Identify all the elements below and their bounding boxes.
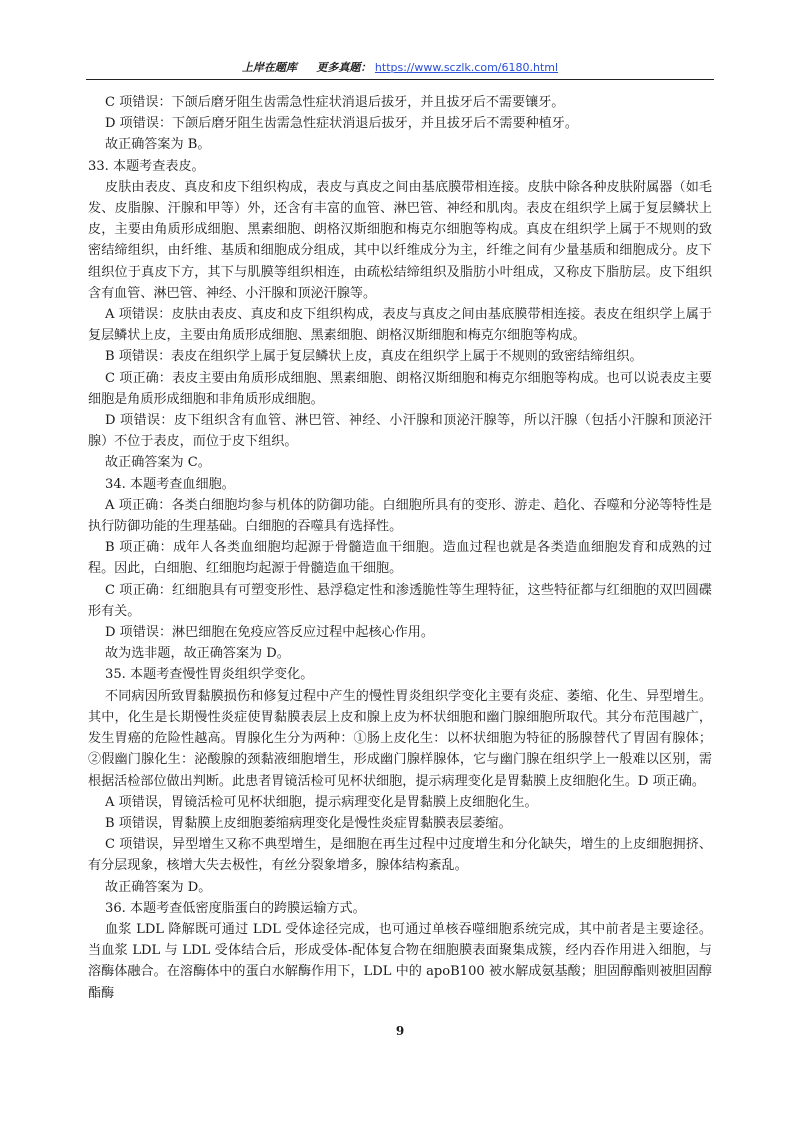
header-prefix: 更多真题： — [316, 61, 372, 74]
paragraph: B 项错误：表皮在组织学上属于复层鳞状上皮，真皮在组织学上属于不规则的致密结缔组织。 — [105, 349, 643, 365]
question-heading: 36. 本题考查低密度脂蛋白的跨膜运输方式。 — [105, 900, 366, 916]
answer-line: 故正确答案为 B。 — [105, 137, 211, 153]
paragraph: C 项正确：表皮主要由角质形成细胞、黑素细胞、朗格汉斯细胞和梅克尔细胞等构成。也可以说表皮主要细胞是角质形成细胞和非角质形成细胞。 — [88, 370, 712, 407]
paragraph: B 项正确：成年人各类血细胞均起源于骨髓造血干细胞。造血过程也就是各类造血细胞发育和成熟的过程。因此，白细胞、红细胞均起源于骨髓造血干细胞。 — [88, 540, 712, 577]
paragraph: A 项错误：皮肤由表皮、真皮和皮下组织构成，表皮与真皮之间由基底膜带相连接。表皮在组织学上属于复层鳞状上皮，主要由角质形成细胞、黑素细胞、朗格汉斯细胞和梅克尔细胞等构成。 — [88, 307, 712, 344]
question-heading: 33. 本题考查表皮。 — [88, 158, 205, 174]
paragraph: A 项错误，胃镜活检可见杯状细胞，提示病理变化是胃黏膜上皮细胞化生。 — [105, 794, 538, 810]
page-header — [86, 58, 714, 78]
paragraph: C 项错误，异型增生又称不典型增生，是细胞在再生过程中过度增生和分化缺失，增生的上皮细胞拥挤、有分层现象，核增大失去极性，有丝分裂象增多，腺体结构紊乱。 — [88, 837, 712, 874]
header-brand: 上岸在题库 — [241, 61, 297, 74]
paragraph: D 项错误：淋巴细胞在免疫应答反应过程中起核心作用。 — [105, 625, 434, 641]
question-heading: 35. 本题考查慢性胃炎组织学变化。 — [105, 667, 314, 683]
paragraph: A 项正确：各类白细胞均参与机体的防御功能。白细胞所具有的变形、游走、趋化、吞噬和分泌等特性是执行防御功能的生理基础。白细胞的吞噬具有选择性。 — [88, 497, 712, 535]
answer-line: 故为选非题，故正确答案为 D。 — [105, 646, 290, 662]
paragraph: C 项正确：红细胞具有可塑变形性、悬浮稳定性和渗透脆性等生理特征，这些特征都与红细胞的双凹圆碟形有关。 — [88, 582, 712, 619]
paragraph: 不同病因所致胃黏膜损伤和修复过程中产生的慢性胃炎组织学变化主要有炎症、萎缩、化生、异型增生。其中，化生是长期慢性炎症使胃黏膜表层上皮和腺上皮为杯状细胞和幽门腺细胞所取代。其分布范围越广，发生胃癌的危险性越高。胃腺化生分为两种：①肠上皮化生：以杯状细胞为特征的肠腺替代了胃固有腺体；②假幽门腺化生：泌酸腺的颈黏液细胞增生，形成幽门腺样腺体，它与幽门腺在组织学上一般难以区别，需根据活检部位做出判断。此患者胃镜活检可见杯状细胞，提示病理变化是胃黏膜上皮细胞化生。D 项正确。 — [88, 688, 712, 789]
header-divider — [86, 79, 714, 80]
paragraph: D 项错误：皮下组织含有血管、淋巴管、神经、小汗腺和顶泌汗腺等，所以汗腺（包括小汗腺和顶泌汗腺）不位于表皮，而位于皮下组织。 — [88, 413, 712, 450]
question-heading: 34. 本题考查血细胞。 — [105, 476, 235, 492]
paragraph: 血浆 LDL 降解既可通过 LDL 受体途径完成，也可通过单核吞噬细胞系统完成，其中前者是主要途径。当血浆 LDL 与 LDL 受体结合后，形成受体-配体复合物在细胞膜表面聚集成簇，经内吞作用进入细胞，与溶酶体融合。在溶酶体中的蛋白水解酶作用下，LDL 中的 apoB100 被水解成氨基酸；胆固醇酯则被胆固醇酯酶 — [88, 921, 712, 1001]
paragraph: C 项错误：下颌后磨牙阻生齿需急性症状消退后拔牙，并且拔牙后不需要镶牙。 — [105, 95, 565, 110]
answer-line: 故正确答案为 C。 — [105, 455, 211, 471]
page-number: 9 — [395, 1024, 405, 1038]
paragraph: 皮肤由表皮、真皮和皮下组织构成，表皮与真皮之间由基底膜带相连接。皮肤中除各种皮肤附属器（如毛发、皮脂腺、汗腺和甲等）外，还含有丰富的血管、淋巴管、神经和肌肉。表皮在组织学上属于复层鳞状上皮，主要由角质形成细胞、黑素细胞、朗格汉斯细胞和梅克尔细胞等构成。真皮在组织学上属于不规则的致密结缔组织，由纤维、基质和细胞成分组成，其中以纤维成分为主，纤维之间有少量基质和细胞成分。皮下组织位于真皮下方，其下与肌膜等组织相连，由疏松结缔组织及脂肪小叶组成，又称皮下脂肪层。皮下组织含有血管、淋巴管、神经、小汗腺和顶泌汗腺等。 — [88, 179, 712, 301]
header-link[interactable]: https://www.sczlk.com/6180.html — [374, 61, 559, 74]
answer-line: 故正确答案为 D。 — [105, 879, 212, 895]
paragraph: D 项错误：下颌后磨牙阻生齿需急性症状消退后拔牙，并且拔牙后不需要种植牙。 — [105, 116, 578, 132]
document-body — [88, 92, 712, 1004]
paragraph: B 项错误，胃黏膜上皮细胞萎缩病理变化是慢性炎症胃黏膜表层萎缩。 — [105, 815, 512, 831]
